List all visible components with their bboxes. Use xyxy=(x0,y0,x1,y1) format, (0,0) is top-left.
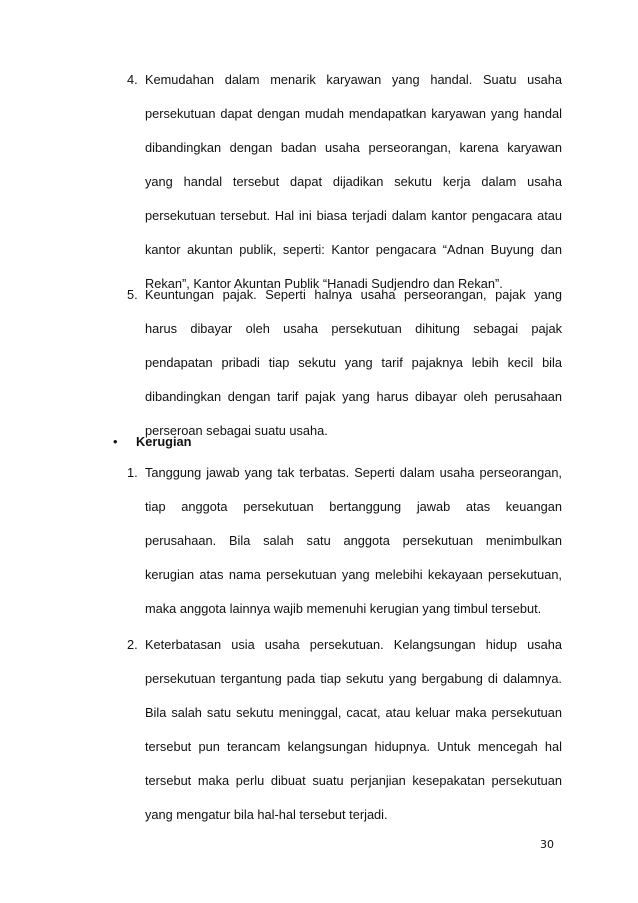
list-item-number: 1. xyxy=(127,465,138,480)
text-line: persekutuan tergantung pada tiap sekutu yang bergabung di dalamnya. xyxy=(145,671,562,686)
text-line: tiap anggota persekutuan bertanggung jawab atas keuangan xyxy=(145,499,562,514)
text-line: maka anggota lainnya wajib memenuhi kerugian yang timbul tersebut. xyxy=(145,601,542,616)
text-line: kerugian atas nama persekutuan yang melebihi kekayaan persekutuan, xyxy=(145,567,562,582)
text-line: perusahaan. Bila salah satu anggota persekutuan menimbulkan xyxy=(145,533,562,548)
list-item-number: 4. xyxy=(127,72,138,87)
text-line: Keterbatasan usia usaha persekutuan. Kelangsungan hidup usaha xyxy=(145,637,562,652)
text-line: tersebut pun terancam kelangsungan hidupnya. Untuk mencegah hal xyxy=(145,739,562,754)
text-line: Rekan”, Kantor Akuntan Publik “Hanadi Sudjendro dan Rekan”. xyxy=(145,276,503,291)
text-line: perseroan sebagai suatu usaha. xyxy=(145,423,328,438)
text-line: dibandingkan dengan badan usaha perseorangan, karena karyawan xyxy=(145,140,562,155)
text-line: dibandingkan dengan tarif pajak yang harus dibayar oleh perusahaan xyxy=(145,389,562,404)
text-line: yang handal tersebut dapat dijadikan sekutu kerja dalam usaha xyxy=(145,174,562,189)
text-line: persekutuan dapat dengan mudah mendapatkan karyawan yang handal xyxy=(145,106,562,121)
text-line: kantor akuntan publik, seperti: Kantor pengacara “Adnan Buyung dan xyxy=(145,242,562,257)
list-item-number: 2. xyxy=(127,637,138,652)
list-item-number: 5. xyxy=(127,287,138,302)
section-heading-label: Kerugian xyxy=(136,434,192,449)
page-number: 30 xyxy=(540,838,554,851)
text-line: persekutuan tersebut. Hal ini biasa terjadi dalam kantor pengacara atau xyxy=(145,208,562,223)
text-line: Keuntungan pajak. Seperti halnya usaha perseorangan, pajak yang xyxy=(145,287,562,302)
text-line: pendapatan pribadi tiap sekutu yang tarif pajaknya lebih kecil bila xyxy=(145,355,562,370)
text-line: Tanggung jawab yang tak terbatas. Seperti dalam usaha perseorangan, xyxy=(145,465,562,480)
text-line: Bila salah satu sekutu meninggal, cacat, atau keluar maka persekutuan xyxy=(145,705,562,720)
text-line: harus dibayar oleh usaha persekutuan dihitung sebagai pajak xyxy=(145,321,562,336)
text-line: yang mengatur bila hal-hal tersebut terjadi. xyxy=(145,807,388,822)
bullet-icon: • xyxy=(113,434,118,449)
text-line: Kemudahan dalam menarik karyawan yang handal. Suatu usaha xyxy=(145,72,562,87)
text-line: tersebut maka perlu dibuat suatu perjanjian kesepakatan persekutuan xyxy=(145,773,562,788)
